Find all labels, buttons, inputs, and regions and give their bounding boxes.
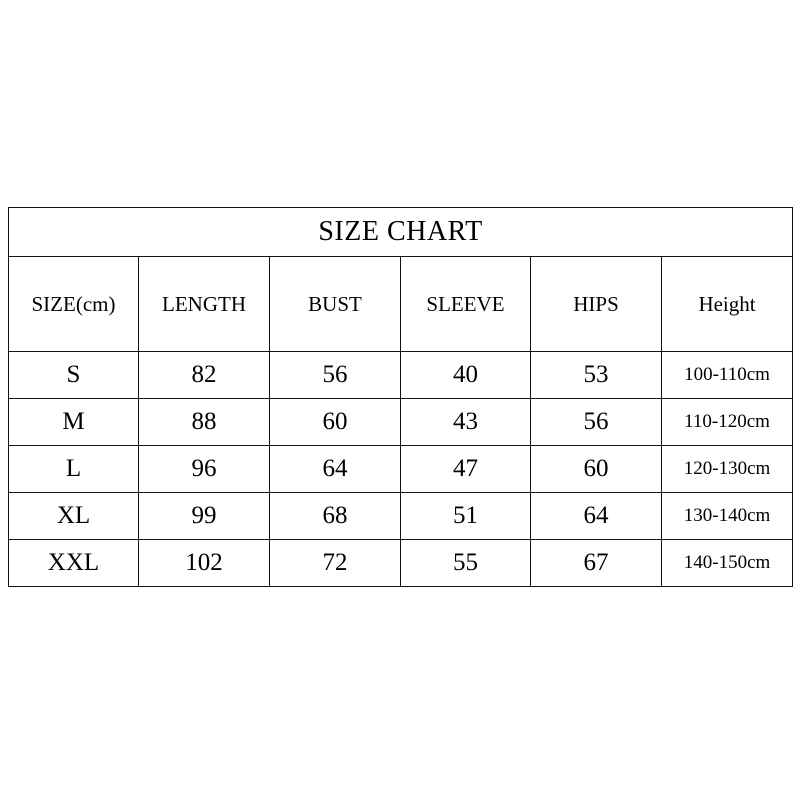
table-row	[9, 493, 793, 540]
header-row	[9, 257, 793, 352]
height-cell: 110-120cm	[662, 399, 793, 446]
sleeve-cell: 40	[401, 352, 531, 399]
sleeve-cell: 43	[401, 399, 531, 446]
length-cell: 96	[139, 446, 270, 493]
sleeve-cell: 55	[401, 540, 531, 587]
bust-cell: 64	[270, 446, 401, 493]
size-cell: XXL	[9, 540, 139, 587]
sleeve-cell: 51	[401, 493, 531, 540]
length-cell: 88	[139, 399, 270, 446]
height-cell: 140-150cm	[662, 540, 793, 587]
column-header-length: LENGTH	[139, 257, 270, 352]
bust-cell: 68	[270, 493, 401, 540]
height-cell: 100-110cm	[662, 352, 793, 399]
table-row	[9, 352, 793, 399]
column-header-hips: HIPS	[531, 257, 662, 352]
hips-cell: 67	[531, 540, 662, 587]
hips-cell: 64	[531, 493, 662, 540]
hips-cell: 60	[531, 446, 662, 493]
length-cell: 82	[139, 352, 270, 399]
bust-cell: 72	[270, 540, 401, 587]
hips-cell: 53	[531, 352, 662, 399]
bust-cell: 60	[270, 399, 401, 446]
column-header-height: Height	[662, 257, 793, 352]
column-header-size: SIZE(cm)	[9, 257, 139, 352]
bust-cell: 56	[270, 352, 401, 399]
height-cell: 120-130cm	[662, 446, 793, 493]
size-chart-table	[8, 207, 793, 587]
size-cell: M	[9, 399, 139, 446]
length-cell: 102	[139, 540, 270, 587]
height-cell: 130-140cm	[662, 493, 793, 540]
title-row	[9, 208, 793, 257]
table-row	[9, 540, 793, 587]
chart-title: SIZE CHART	[9, 208, 793, 257]
size-cell: XL	[9, 493, 139, 540]
hips-cell: 56	[531, 399, 662, 446]
table-row	[9, 399, 793, 446]
size-cell: S	[9, 352, 139, 399]
table-row	[9, 446, 793, 493]
column-header-sleeve: SLEEVE	[401, 257, 531, 352]
column-header-bust: BUST	[270, 257, 401, 352]
size-cell: L	[9, 446, 139, 493]
length-cell: 99	[139, 493, 270, 540]
sleeve-cell: 47	[401, 446, 531, 493]
